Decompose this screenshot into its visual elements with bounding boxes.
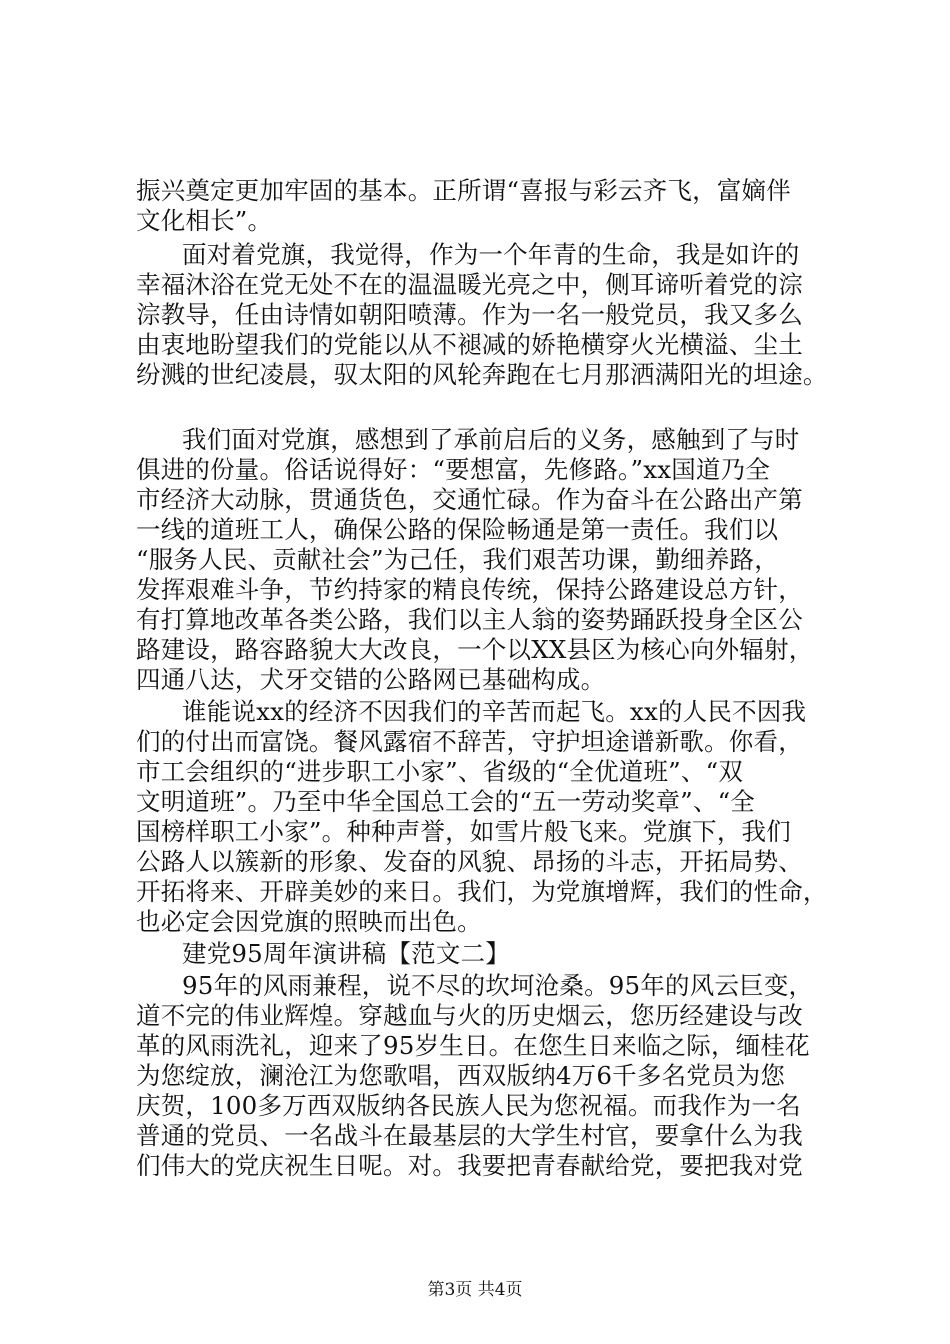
paragraph-start: 谁能说xx的经济不因我们的辛苦而起飞。xx的人民不因我 bbox=[182, 697, 807, 726]
section-heading: 建党95周年演讲稿【范文二】 bbox=[182, 939, 510, 968]
text-line: 道不完的伟业辉煌。穿越血与火的历史烟云，您历经建设与改 bbox=[136, 1001, 803, 1030]
text-line: 纷溅的世纪凌晨，驭太阳的风轮奔跑在七月那洒满阳光的坦途。 bbox=[136, 360, 828, 389]
text-line: 为您绽放，澜沧江为您歌唱，西双版纳4万6千多名党员为您 bbox=[136, 1061, 786, 1090]
text-line: 由衷地盼望我们的党能以从不褪减的娇艳横穿火光横溢、尘土 bbox=[136, 330, 803, 359]
paragraph-start: 95年的风雨兼程，说不尽的坎坷沧桑。95年的风云巨变， bbox=[182, 971, 814, 1000]
text-line: 一线的道班工人，确保公路的保险畅通是第一责任。我们以 bbox=[136, 515, 779, 544]
text-line: 也必定会因党旗的照映而出色。 bbox=[136, 907, 482, 936]
page-number: 第3页 共4页 bbox=[427, 1280, 523, 1300]
text-line: 幸福沐浴在党无处不在的温温暖光亮之中，侧耳谛听着党的淙 bbox=[136, 270, 803, 299]
text-line: 市经济大动脉，贯通货色，交通忙碌。作为奋斗在公路出产第 bbox=[136, 485, 803, 514]
paragraph-start: 我们面对党旗，感想到了承前启后的义务，感触到了与时 bbox=[182, 425, 800, 454]
text-line: 俱进的份量。俗话说得好：“要想富，先修路。”xx国道乃全 bbox=[136, 455, 771, 484]
text-line: 四通八达，犬牙交错的公路网已基础构成。 bbox=[136, 665, 606, 694]
text-line: 们伟大的党庆祝生日呢。对。我要把青春献给党，要把我对党 bbox=[136, 1151, 803, 1180]
text-line: 革的风雨洗礼，迎来了95岁生日。在您生日来临之际，缅桂花 bbox=[136, 1031, 810, 1060]
text-line: 市工会组织的“进步职工小家”、省级的“全优道班”、“双 bbox=[136, 757, 744, 786]
text-line: 振兴奠定更加牢固的基本。正所谓“喜报与彩云齐飞，富嫡伴 bbox=[136, 176, 791, 205]
text-line: 发挥艰难斗争，节约持家的精良传统，保持公路建设总方针， bbox=[136, 575, 803, 604]
text-line: 普通的党员、一名战斗在最基层的大学生村官，要拿什么为我 bbox=[136, 1121, 803, 1150]
text-line: 开拓将来、开辟美妙的来日。我们，为党旗增辉，我们的性命， bbox=[136, 877, 828, 906]
text-line: 文明道班”。乃至中华全国总工会的“五一劳动奖章”、“全 bbox=[136, 787, 755, 816]
text-line: 庆贺，100多万西双版纳各民族人民为您祝福。而我作为一名 bbox=[136, 1091, 801, 1120]
text-line: 有打算地改革各类公路，我们以主人翁的姿势踊跃投身全区公 bbox=[136, 605, 803, 634]
paragraph-start: 面对着党旗，我觉得，作为一个年青的生命，我是如许的 bbox=[182, 240, 800, 269]
text-line: 文化相长”。 bbox=[136, 206, 273, 235]
text-line: 国榜样职工小家”。种种声誉，如雪片般飞来。党旗下，我们 bbox=[136, 817, 791, 846]
text-line: 们的付出而富饶。餐风露宿不辞苦，守护坦途谱新歌。你看， bbox=[136, 727, 803, 756]
text-line: “服务人民、贡献社会”为己任，我们艰苦功课，勤细养路， bbox=[136, 545, 779, 574]
text-line: 路建设，路容路貌大大改良，一个以XX县区为核心向外辐射， bbox=[136, 635, 814, 664]
text-line: 公路人以簇新的形象、发奋的风貌、昂扬的斗志，开拓局势、 bbox=[136, 847, 803, 876]
text-line: 淙教导，任由诗情如朝阳喷薄。作为一名一般党员，我又多么 bbox=[136, 300, 803, 329]
